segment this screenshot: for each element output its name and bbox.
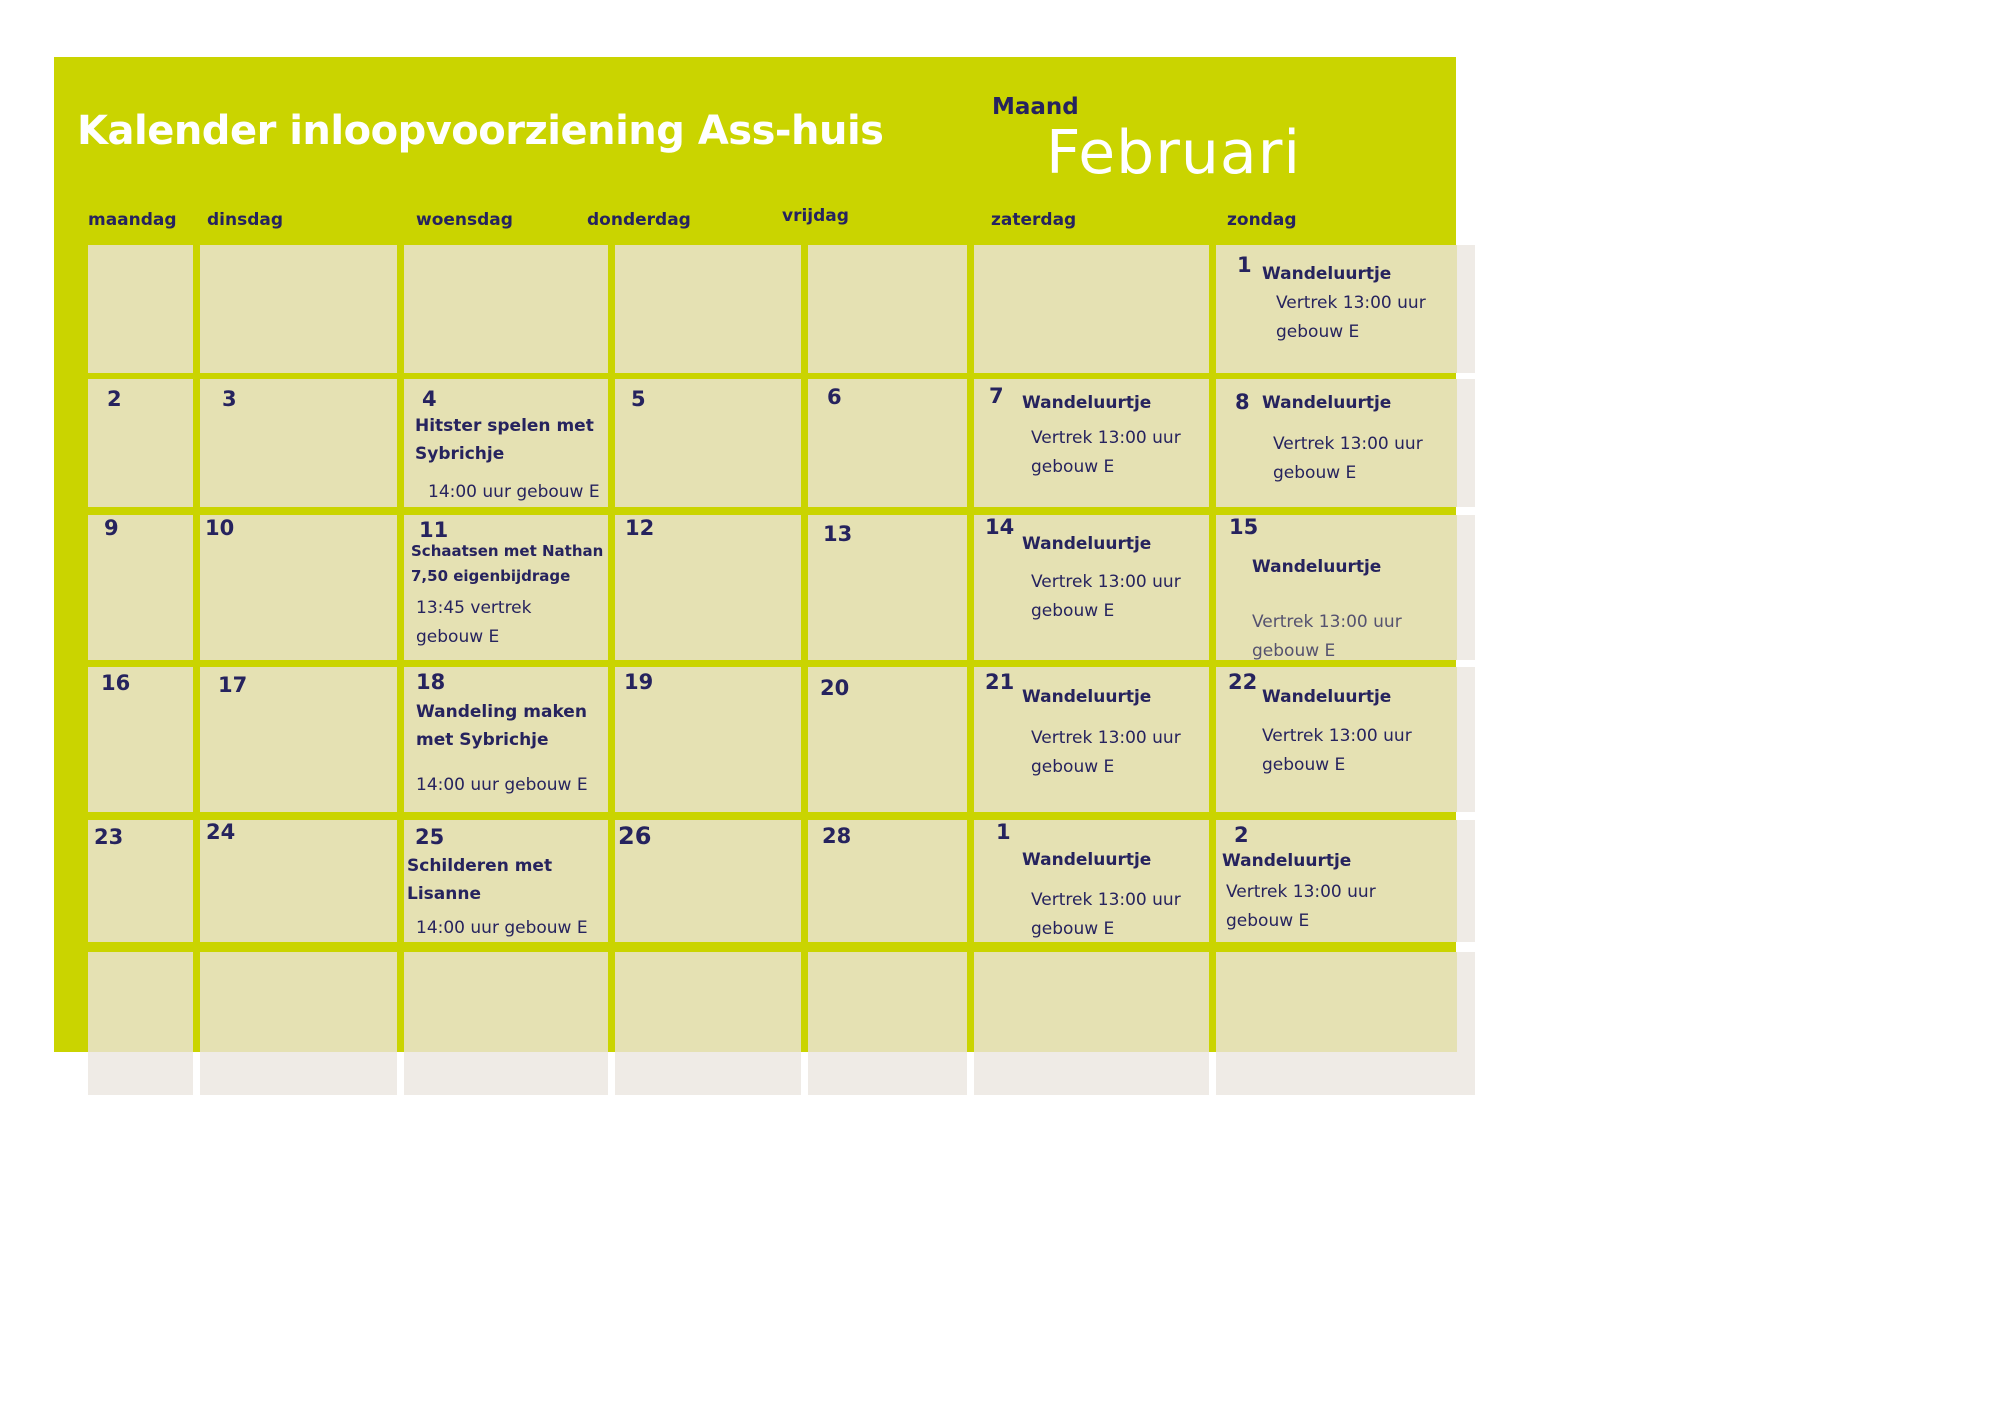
event-details: Vertrek 13:00 uur gebouw E — [1273, 434, 1423, 483]
day-number: 9 — [104, 516, 119, 540]
grid-shadow-strip — [1457, 245, 1475, 373]
day-number: 11 — [419, 518, 449, 542]
month-caption: Maand — [992, 94, 1079, 120]
calendar-cell-day-26 — [615, 820, 801, 942]
calendar-cell-day-13 — [808, 515, 967, 660]
calendar-cell — [974, 952, 1209, 1052]
event-details: Vertrek 13:00 uur gebouw E — [1031, 728, 1181, 777]
event-title: Wandeluurtje — [1022, 850, 1152, 870]
day-number: 19 — [624, 670, 654, 694]
calendar-cell-day-11 — [404, 515, 608, 660]
weekday-header-maandag: maandag — [88, 210, 177, 230]
weekday-header-vrijdag: vrijdag — [782, 206, 849, 226]
calendar-cell-overflow — [808, 1052, 967, 1095]
event-title: Wandeluurtje — [1262, 687, 1392, 707]
day-number: 3 — [222, 387, 237, 411]
grid-shadow-strip — [1457, 379, 1475, 507]
calendar-cell — [200, 245, 397, 373]
event-details: Vertrek 13:00 uur gebouw E — [1276, 293, 1426, 342]
grid-shadow-strip — [1457, 667, 1475, 812]
weekday-header-woensdag: woensdag — [416, 210, 513, 230]
event-details: 13:45 vertrek gebouw E — [416, 598, 532, 647]
day-number: 18 — [416, 670, 446, 694]
day-number: 15 — [1229, 515, 1259, 539]
grid-shadow-strip — [1457, 820, 1475, 942]
calendar-cell-day-3 — [200, 379, 397, 507]
event-details: 14:00 uur gebouw E — [428, 482, 600, 502]
day-number: 2 — [1234, 823, 1249, 847]
calendar-cell — [1216, 952, 1457, 1052]
calendar-cell-overflow — [974, 1052, 1209, 1095]
event-title: Wandeluurtje — [1262, 264, 1392, 284]
event-title: Wandeluurtje — [1252, 557, 1382, 577]
weekday-header-zondag: zondag — [1227, 210, 1297, 230]
calendar-cell-overflow — [200, 1052, 397, 1095]
day-number: 1 — [1237, 253, 1252, 277]
day-number: 5 — [631, 387, 646, 411]
calendar-cell-day-8 — [1216, 379, 1457, 507]
calendar-cell-day-20 — [808, 667, 967, 812]
day-number: 25 — [415, 825, 445, 849]
event-details: Vertrek 13:00 uur gebouw E — [1031, 428, 1181, 477]
day-number: 17 — [218, 673, 248, 697]
event-title: Wandeluurtje — [1022, 687, 1152, 707]
event-details: 14:00 uur gebouw E — [416, 775, 588, 795]
event-title: Wandeluurtje — [1262, 393, 1392, 413]
day-number: 16 — [101, 671, 131, 695]
event-details: Vertrek 13:00 uur gebouw E — [1262, 726, 1412, 775]
grid-shadow-strip — [1457, 515, 1475, 660]
calendar-cell-overflow — [88, 1052, 193, 1095]
day-number: 10 — [205, 516, 235, 540]
event-details: 14:00 uur gebouw E — [416, 918, 588, 938]
day-number: 24 — [206, 820, 236, 844]
day-number: 6 — [827, 385, 842, 409]
calendar-cell-day-5 — [615, 379, 801, 507]
event-details: Vertrek 13:00 uur gebouw E — [1031, 572, 1181, 621]
event-title: Schaatsen met Nathan 7,50 eigenbijdrage — [411, 542, 604, 585]
calendar-cell-day-21 — [974, 667, 1209, 812]
day-number: 21 — [985, 670, 1015, 694]
event-title: Hitster spelen met Sybrichje — [415, 416, 594, 464]
calendar-cell-day-16 — [88, 667, 193, 812]
calendar-cell-day-2-next — [1216, 820, 1457, 942]
day-number: 1 — [996, 820, 1011, 844]
calendar-cell-day-1-next — [974, 820, 1209, 942]
event-title: Wandeluurtje — [1022, 393, 1152, 413]
day-number: 23 — [94, 825, 124, 849]
day-number: 8 — [1235, 390, 1250, 414]
grid-shadow-strip — [1457, 952, 1475, 1095]
calendar-cell-overflow — [1216, 1052, 1457, 1095]
calendar-cell — [88, 245, 193, 373]
calendar-cell-day-4 — [404, 379, 608, 507]
calendar-cell — [404, 245, 608, 373]
calendar-cell — [200, 952, 397, 1052]
day-number: 28 — [822, 824, 852, 848]
calendar-cell-day-18 — [404, 667, 608, 812]
day-number: 13 — [823, 522, 853, 546]
calendar-cell — [615, 952, 801, 1052]
calendar-cell — [615, 245, 801, 373]
calendar-cell — [808, 952, 967, 1052]
calendar-cell-day-17 — [200, 667, 397, 812]
calendar-cell-day-12 — [615, 515, 801, 660]
calendar-cell-day-23 — [88, 820, 193, 942]
day-number: 26 — [618, 822, 652, 850]
calendar-cell-day-14 — [974, 515, 1209, 660]
calendar-cell-day-2 — [88, 379, 193, 507]
calendar-cell-day-28 — [808, 820, 967, 942]
calendar-cell — [404, 952, 608, 1052]
calendar-cell-day-1 — [1216, 245, 1457, 373]
event-title: Wandeling maken met Sybrichje — [416, 702, 587, 750]
calendar-cell-overflow — [615, 1052, 801, 1095]
event-details: Vertrek 13:00 uur gebouw E — [1226, 882, 1376, 931]
calendar-cell-day-22 — [1216, 667, 1457, 812]
calendar-cell-day-9 — [88, 515, 193, 660]
calendar-cell — [974, 245, 1209, 373]
event-details: Vertrek 13:00 uur gebouw E — [1031, 890, 1181, 939]
calendar-cell-day-10 — [200, 515, 397, 660]
day-number: 12 — [625, 516, 655, 540]
calendar-cell — [808, 245, 967, 373]
day-number: 20 — [820, 676, 850, 700]
day-number: 2 — [107, 387, 122, 411]
event-details: Vertrek 13:00 uur gebouw E — [1252, 612, 1402, 661]
weekday-header-dinsdag: dinsdag — [207, 210, 284, 230]
calendar-cell-day-25 — [404, 820, 608, 942]
event-title: Wandeluurtje — [1222, 851, 1352, 871]
calendar-cell-day-7 — [974, 379, 1209, 507]
event-title: Wandeluurtje — [1022, 534, 1152, 554]
calendar-cell-day-19 — [615, 667, 801, 812]
calendar-cell-day-6 — [808, 379, 967, 507]
calendar-cell-day-15 — [1216, 515, 1457, 660]
calendar-cell — [88, 952, 193, 1052]
weekday-header-zaterdag: zaterdag — [991, 210, 1077, 230]
day-number: 14 — [985, 515, 1015, 539]
page-title: Kalender inloopvoorziening Ass-huis — [77, 108, 884, 154]
calendar-cell-overflow — [404, 1052, 608, 1095]
day-number: 7 — [989, 384, 1004, 408]
day-number: 4 — [422, 387, 437, 411]
event-title: Schilderen met Lisanne — [407, 856, 553, 904]
month-name: Februari — [1046, 118, 1302, 188]
calendar-cell-day-24 — [200, 820, 397, 942]
day-number: 22 — [1228, 670, 1258, 694]
weekday-header-donderdag: donderdag — [587, 210, 691, 230]
